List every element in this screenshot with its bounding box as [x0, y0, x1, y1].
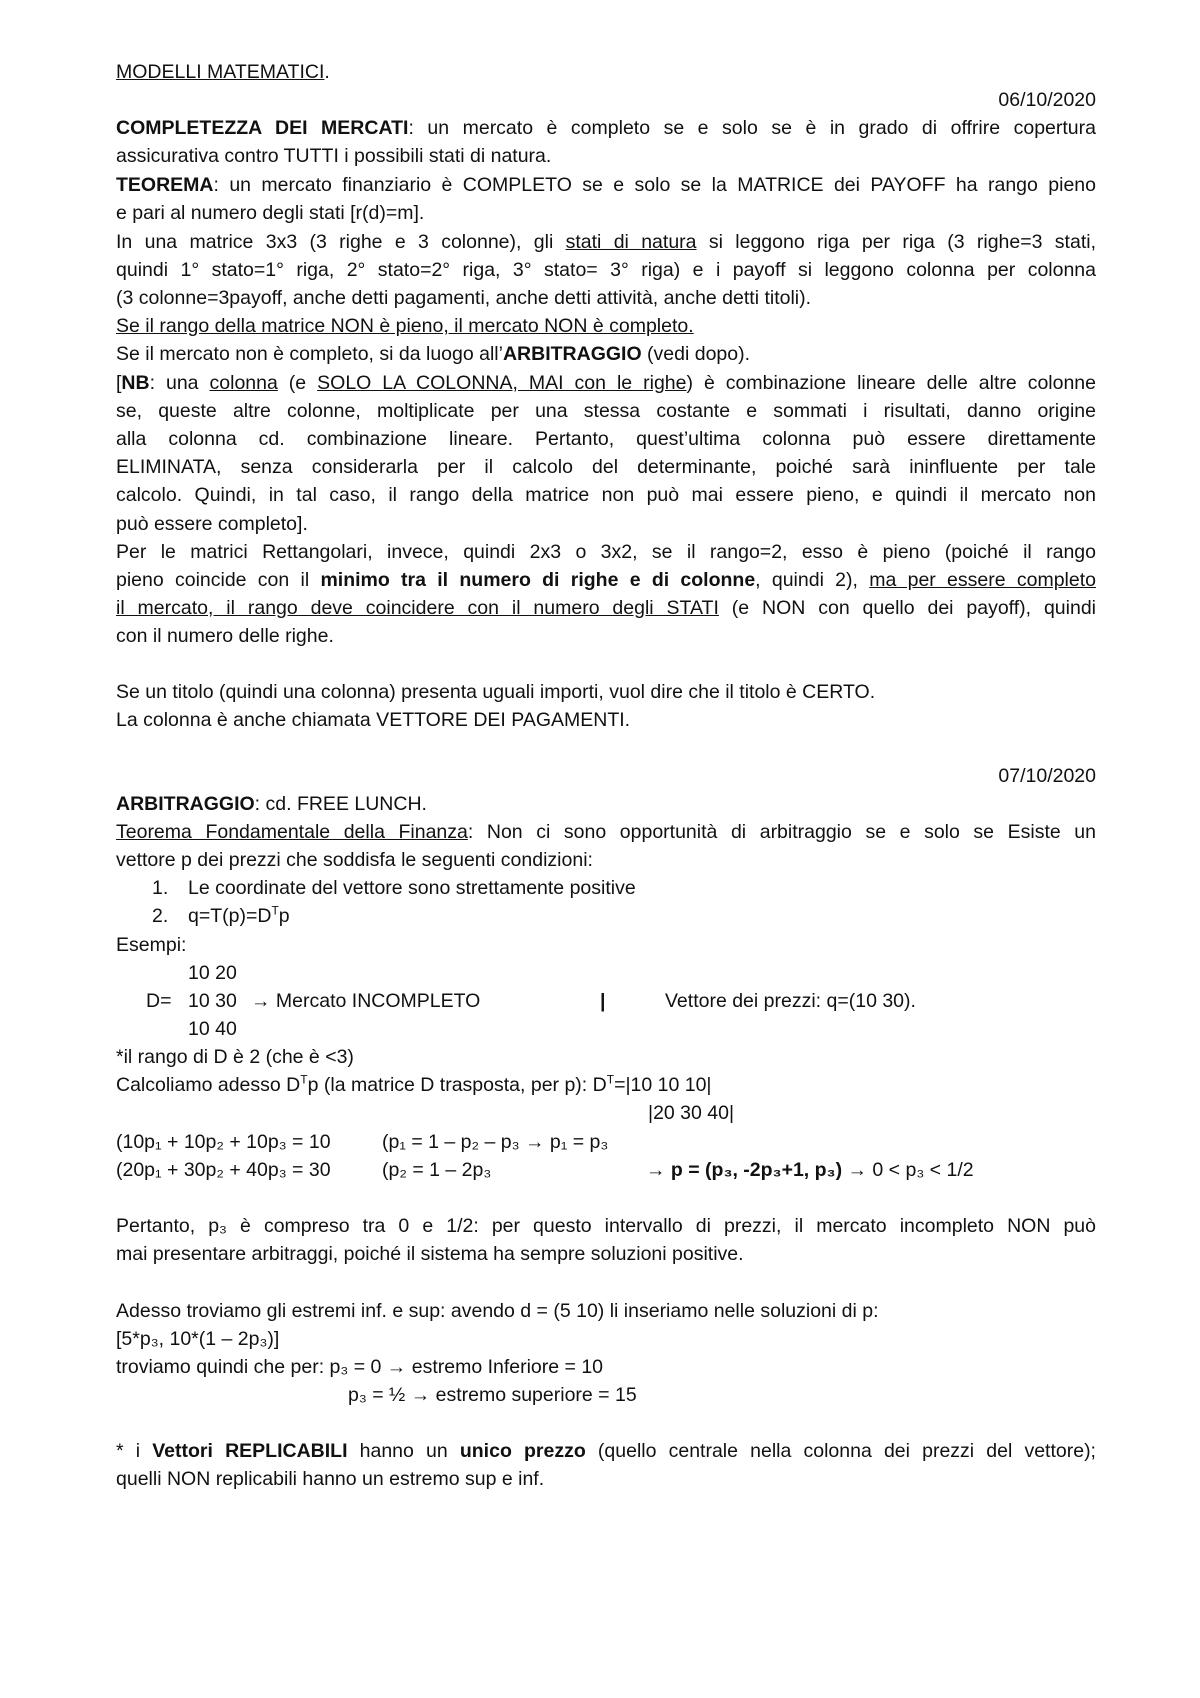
- estremi-line-2: [5*p₃, 10*(1 – 2p₃)]: [116, 1328, 280, 1350]
- matrix-row-3-values: 10 40: [188, 1018, 237, 1040]
- arbitraggio-label: ARBITRAGGIO: [116, 793, 255, 815]
- date-2: 07/10/2020: [998, 765, 1096, 787]
- solution-vector: [646, 1156, 974, 1184]
- document-title: [116, 58, 1096, 86]
- stati-di-natura: stati di natura: [565, 231, 697, 253]
- arbitraggio-ref-line: [116, 340, 1096, 368]
- completezza-text: : un mercato è completo se e solo se è in grado di offrire copertura: [408, 117, 1096, 139]
- estremi-superiore: p₃ = ½ → estremo superiore = 15: [348, 1384, 637, 1406]
- rett-text-a: pieno coincide con il: [116, 569, 321, 591]
- cond2-sup: T: [271, 903, 279, 918]
- rango-text: Se il rango della matrice NON è pieno, il mercato NON è completo.: [116, 315, 694, 337]
- equation-2: (20p₁ + 30p₂ + 40p₃ = 30: [116, 1159, 331, 1181]
- replicabili-line-2: quelli NON replicabili hanno un estremo sup e inf.: [116, 1468, 545, 1490]
- nb-line-6: può essere completo].: [116, 513, 308, 535]
- title-dot: .: [324, 61, 330, 83]
- esempi-label: Esempi:: [116, 934, 187, 956]
- pertanto-line-1: Pertanto, p₃ è compreso tra 0 e 1/2: per questo intervallo di prezzi, il mercato incompleto NON può: [116, 1215, 1096, 1237]
- mercato-incompleto: [251, 987, 480, 1015]
- rett-text-e: (e NON con quello dei payoff), quindi: [718, 597, 1097, 619]
- nb-colonna: colonna: [209, 372, 278, 394]
- arb-ref-a: Se il mercato non è completo, si da luogo all’: [116, 343, 503, 365]
- calcoliamo-line: [116, 1071, 1096, 1099]
- teorema-finanza-line-2: vettore p dei prezzi che soddisfa le seguenti condizioni:: [116, 849, 593, 871]
- cond2-b: p: [278, 905, 290, 927]
- calc-c: =|10 10 10|: [614, 1074, 712, 1096]
- completezza-line-2: assicurativa contro TUTTI i possibili stati di natura.: [116, 145, 552, 167]
- nb-line-4: ELIMINATA, senza considerarla per il calcolo del determinante, poiché sarà ininfluente per tale: [116, 456, 1096, 478]
- matrice-line-2: quindi 1° stato=1° riga, 2° stato=2° riga, 3° stato= 3° riga) e i payoff si leggono colonna per colonna: [116, 259, 1096, 281]
- rett-text-c: , quindi 2): [755, 569, 853, 591]
- arbitraggio-heading: [116, 790, 1096, 818]
- equation-row-1: [116, 1128, 1096, 1156]
- mercato-incompleto-text: Mercato INCOMPLETO: [270, 990, 481, 1012]
- repl-c: hanno un: [347, 1440, 460, 1462]
- estremi-line-1: Adesso troviamo gli estremi inf. e sup: avendo d = (5 10) li inseriamo nelle soluzioni di p:: [116, 1300, 879, 1322]
- rett-text-d: ,: [852, 569, 870, 591]
- title-text: MODELLI MATEMATICI: [116, 61, 325, 83]
- calc-b: p (la matrice D trasposta, per p): D: [307, 1074, 607, 1096]
- condition-2-number: 2.: [152, 905, 169, 927]
- nb-line-5: calcolo. Quindi, in tal caso, il rango della matrice non può mai essere pieno, e quindi il mercato non: [116, 484, 1096, 506]
- nb-line-3: alla colonna cd. combinazione lineare. Pertanto, quest’ultima colonna può essere direttamente: [116, 428, 1096, 450]
- nb-text-a: : una: [149, 372, 210, 394]
- rettangolari-line-3: [116, 594, 1096, 622]
- matrice-line-1: [116, 228, 1096, 256]
- calc-sup: T: [300, 1072, 308, 1087]
- transpose-row-2-values: |20 30 40|: [648, 1102, 735, 1124]
- equation-1: (10p₁ + 10p₂ + 10p₃ = 10: [116, 1131, 331, 1153]
- nb-bracket: [: [116, 372, 122, 394]
- repl-bold-vettori: Vettori REPLICABILI: [152, 1440, 348, 1462]
- condition-1: [116, 874, 1096, 902]
- condition-1-text: Le coordinate del vettore sono strettamente positive: [188, 877, 636, 899]
- nb-line-1: [116, 369, 1096, 397]
- teorema-text: : un mercato finanziario è COMPLETO se e solo se la MATRICE dei PAYOFF ha rango pieno: [213, 174, 1096, 196]
- rettangolari-line-1: Per le matrici Rettangolari, invece, quindi 2x3 o 3x2, se il rango=2, esso è pieno (poiché il rango: [116, 541, 1096, 563]
- rettangolari-line-2: [116, 566, 1096, 594]
- teorema-finanza-line-1: [116, 818, 1096, 846]
- teorema-line-1: [116, 171, 1096, 199]
- repl-a: * i: [116, 1440, 153, 1462]
- matrice-line-3: (3 colonne=3payoff, anche detti pagamenti, anche detti attività, anche detti titoli).: [116, 287, 812, 309]
- nb-label: NB: [121, 372, 150, 394]
- replicabili-line-1: [116, 1437, 1096, 1465]
- matrix-label: D=: [146, 990, 172, 1012]
- rett-underline-a: ma per essere completo: [869, 569, 1096, 591]
- teorema-finanza-text: : Non ci sono opportunità di arbitraggio se e solo se Esiste un: [467, 821, 1096, 843]
- completezza-line-1: [116, 114, 1096, 142]
- solution-vector-bold: p = (p₃, -2p₃+1, p₃): [665, 1159, 843, 1181]
- transpose-row-2: [116, 1099, 1096, 1127]
- separator-pipe: |: [600, 990, 606, 1012]
- rango-line: [116, 312, 1096, 340]
- repl-e: (quello centrale nella colonna dei prezzi del vettore);: [585, 1440, 1096, 1462]
- arb-ref-c: (vedi dopo).: [641, 343, 751, 365]
- nb-line-2: se, queste altre colonne, moltiplicate per una stessa costante e sommati i risultati, danno origine: [116, 400, 1096, 422]
- matrice-text-b: si leggono riga per riga (3 righe=3 stati,: [696, 231, 1096, 253]
- certo-line: Se un titolo (quindi una colonna) presenta uguali importi, vuol dire che il titolo è CERTO.: [116, 681, 876, 703]
- pertanto-line-2: mai presentare arbitraggi, poiché il sistema ha sempre soluzioni positive.: [116, 1243, 744, 1265]
- matrix-row-1: [116, 959, 1096, 987]
- matrix-row-2: [116, 987, 1096, 1015]
- condition-2-text: [188, 902, 290, 930]
- solution-range: → 0 < p₃ < 1/2: [842, 1159, 974, 1181]
- arrow-icon: →: [646, 1159, 666, 1181]
- nb-solo-colonna: SOLO LA COLONNA, MAI con le righe: [317, 372, 687, 394]
- matrix-row-2-values: 10 30: [188, 990, 237, 1012]
- repl-bold-prezzo: unico prezzo: [459, 1440, 586, 1462]
- cond2-a: q=T(p)=D: [188, 905, 272, 927]
- solution-2: (p₂ = 1 – 2p₃: [382, 1159, 492, 1181]
- nb-text-b: (e: [277, 372, 318, 394]
- arbitraggio-text: : cd. FREE LUNCH.: [254, 793, 427, 815]
- matrix-row-3: [116, 1015, 1096, 1043]
- arrow-icon: →: [251, 990, 271, 1012]
- calc-sup-2: T: [606, 1072, 615, 1087]
- estremi-line-3: troviamo quindi che per: p₃ = 0 → estremo Inferiore = 10: [116, 1356, 604, 1378]
- equation-row-2: [116, 1156, 1096, 1184]
- estremi-line-4: [116, 1381, 1096, 1409]
- condition-1-number: 1.: [152, 877, 169, 899]
- completezza-label: COMPLETEZZA DEI MERCATI: [116, 117, 409, 139]
- rett-underline-b: il mercato, il rango deve coincidere con il numero degli STATI: [116, 597, 719, 619]
- teorema-line-2: e pari al numero degli stati [r(d)=m].: [116, 202, 425, 224]
- calc-a: Calcoliamo adesso D: [116, 1074, 301, 1096]
- rettangolari-line-4: con il numero delle righe.: [116, 625, 334, 647]
- rett-bold-minimo: minimo tra il numero di righe e di colonne: [320, 569, 756, 591]
- vettore-pagamenti-line: La colonna è anche chiamata VETTORE DEI PAGAMENTI.: [116, 709, 631, 731]
- teorema-label: TEOREMA: [116, 174, 214, 196]
- condition-2: [116, 902, 1096, 930]
- nb-text-c: ) è combinazione lineare delle altre colonne: [686, 372, 1096, 394]
- date-1: 06/10/2020: [998, 89, 1096, 111]
- teorema-finanza-title: Teorema Fondamentale della Finanza: [116, 821, 468, 843]
- solution-1: (p₁ = 1 – p₂ – p₃ → p₁ = p₃: [382, 1131, 609, 1153]
- arb-ref-bold: ARBITRAGGIO: [502, 343, 642, 365]
- rango-note: *il rango di D è 2 (che è <3): [116, 1046, 354, 1068]
- matrix-row-1-values: 10 20: [188, 962, 237, 984]
- vettore-prezzi: Vettore dei prezzi: q=(10 30).: [665, 990, 916, 1012]
- matrice-text-a: In una matrice 3x3 (3 righe e 3 colonne), gli: [116, 231, 566, 253]
